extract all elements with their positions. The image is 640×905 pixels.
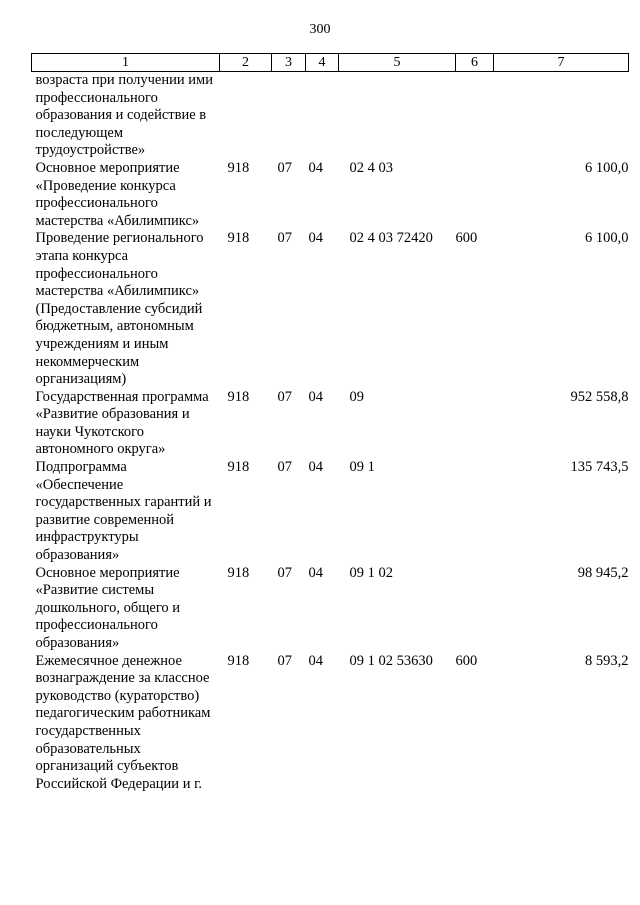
expense-type-code <box>456 565 494 653</box>
header-row <box>32 54 629 72</box>
header-col-3: 3 <box>272 54 306 72</box>
expense-type-code <box>456 160 494 230</box>
row-name: Подпрограмма «Обеспечение государственных гарантий и развитие современной инфраструктуры образования» <box>35 459 212 564</box>
target-article-code: 09 1 <box>349 459 375 476</box>
budget-table <box>31 53 629 793</box>
subsection-code <box>306 72 339 160</box>
row-name: Основное мероприятие «Развитие системы дошкольного, общего и профессионального образования» <box>35 564 181 651</box>
target-article-code: 09 <box>349 388 364 405</box>
amount <box>494 72 629 160</box>
amount: 952 558,8 <box>570 388 629 405</box>
header-col-5: 5 <box>339 54 456 72</box>
target-article-code: 09 1 02 53630 <box>349 652 433 669</box>
row-name: Ежемесячное денежное вознаграждение за классное руководство (кураторство) педагогическим работникам государственных образовательных организаций субъектов Российской Федерации и г. <box>35 652 211 792</box>
header-col-7: 7 <box>494 54 629 72</box>
header-col-1: 1 <box>32 54 220 72</box>
section-code: 07 <box>277 459 292 476</box>
header-col-4: 4 <box>306 54 339 72</box>
ministry-code: 918 <box>227 388 250 405</box>
table-row <box>32 72 629 160</box>
row-name: Государственная программа «Развитие образования и науки Чукотского автономного округа» <box>35 388 209 458</box>
section-code: 07 <box>277 564 292 581</box>
table-row <box>32 160 629 230</box>
section-code: 07 <box>277 230 292 247</box>
row-name: Основное мероприятие «Проведение конкурса профессионального мастерства «Абилимпикс» <box>35 159 200 229</box>
header-col-6: 6 <box>456 54 494 72</box>
page-number: 300 <box>309 22 331 37</box>
target-article-code: 02 4 03 <box>349 159 393 176</box>
amount: 8 593,2 <box>585 652 629 669</box>
ministry-code: 918 <box>227 652 250 669</box>
amount: 135 743,5 <box>570 459 629 476</box>
expense-type-code: 600 <box>455 652 478 669</box>
table-header <box>32 54 629 72</box>
ministry-code: 918 <box>227 230 250 247</box>
table-body <box>32 72 629 794</box>
table-row <box>32 565 629 653</box>
section-code <box>272 72 306 160</box>
section-code: 07 <box>277 652 292 669</box>
table-row <box>32 653 629 794</box>
expense-type-code <box>456 389 494 459</box>
subsection-code: 04 <box>308 230 323 247</box>
expense-type-code <box>456 72 494 160</box>
target-article-code <box>339 72 456 160</box>
amount: 6 100,0 <box>585 159 629 176</box>
amount: 98 945,2 <box>577 564 629 581</box>
ministry-code: 918 <box>227 159 250 176</box>
subsection-code: 04 <box>308 652 323 669</box>
ministry-code: 918 <box>227 459 250 476</box>
subsection-code: 04 <box>308 564 323 581</box>
amount: 6 100,0 <box>585 230 629 247</box>
ministry-code: 918 <box>227 564 250 581</box>
ministry-code <box>220 72 272 160</box>
section-code: 07 <box>277 388 292 405</box>
target-article-code: 09 1 02 <box>349 564 393 581</box>
expense-type-code <box>456 459 494 565</box>
target-article-code: 02 4 03 72420 <box>349 230 433 247</box>
subsection-code: 04 <box>308 159 323 176</box>
table-row <box>32 389 629 459</box>
subsection-code: 04 <box>308 388 323 405</box>
subsection-code: 04 <box>308 459 323 476</box>
row-name: Проведение регионального этапа конкурса профессионального мастерства «Абилимпикс» (Предоставление субсидий бюджетным, автономным учреждениям и иным некоммерческим организациям) <box>35 230 204 388</box>
table-row <box>32 230 629 388</box>
header-col-2: 2 <box>220 54 272 72</box>
section-code: 07 <box>277 159 292 176</box>
row-name: возраста при получении ими профессионального образования и содействие в последующем трудоустройстве» <box>35 72 213 159</box>
table-row <box>32 459 629 565</box>
expense-type-code: 600 <box>455 230 478 247</box>
